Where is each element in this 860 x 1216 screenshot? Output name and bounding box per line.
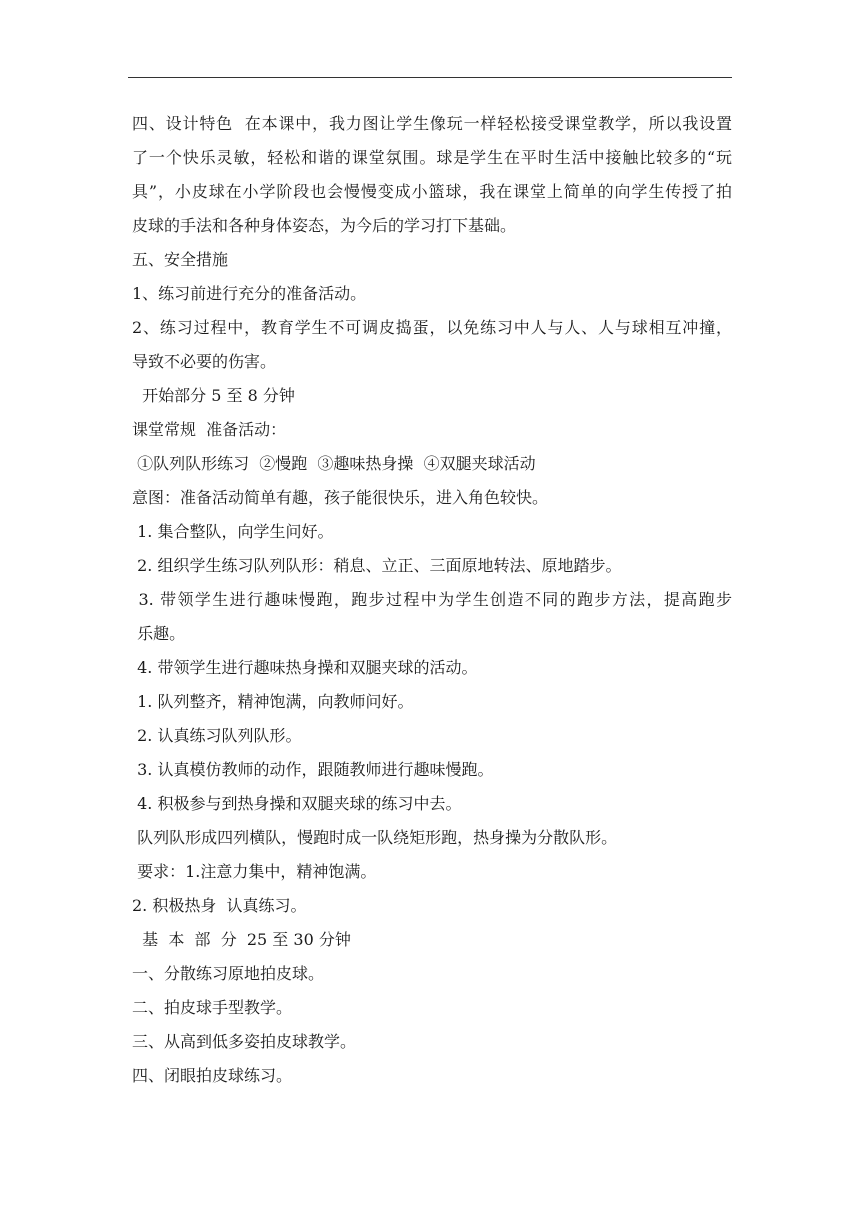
paragraph-line: ①队列队形练习 ②慢跑 ③趣味热身操 ④双腿夹球活动 <box>132 454 536 473</box>
list-item: 1. 集合整队，向学生问好。 <box>132 522 334 541</box>
list-item: 二、拍皮球手型教学。 <box>132 998 293 1017</box>
paragraph-line: 导致不必要的伤害。 <box>132 352 277 371</box>
paragraph-line: 队列队形成四列横队，慢跑时成一队绕矩形跑，热身操为分散队形。 <box>132 828 618 847</box>
paragraph-line: 2. 积极热身 认真练习。 <box>132 896 307 915</box>
section-heading: 开始部分 5 至 8 分钟 <box>132 386 295 405</box>
paragraph-line: 意图：准备活动简单有趣，孩子能很快乐，进入角色较快。 <box>132 488 549 507</box>
list-item: 三、从高到低多姿拍皮球教学。 <box>132 1032 357 1051</box>
paragraph-line: 了一个快乐灵敏，轻松和谐的课堂氛围。球是学生在平时生活中接触比较多的“玩 <box>132 148 732 167</box>
list-item: 2. 认真练习队列队形。 <box>132 726 302 745</box>
list-item: 4. 积极参与到热身操和双腿夹球的练习中去。 <box>132 794 462 813</box>
paragraph-line: 具”，小皮球在小学阶段也会慢慢变成小篮球，我在课堂上简单的向学生传授了拍 <box>132 182 732 201</box>
list-item: 4. 带领学生进行趣味热身操和双腿夹球的活动。 <box>132 658 478 677</box>
paragraph-line: 皮球的手法和各种身体姿态，为今后的学习打下基础。 <box>132 216 517 235</box>
document-body <box>132 107 732 1093</box>
header-rule <box>128 77 732 78</box>
paragraph-line: 1、练习前进行充分的准备活动。 <box>132 284 367 303</box>
paragraph-line: 课堂常规 准备活动： <box>132 420 287 439</box>
list-item: 2. 组织学生练习队列队形：稍息、立正、三面原地转法、原地踏步。 <box>132 556 622 575</box>
list-item: 乐趣。 <box>132 624 186 643</box>
list-item: 3. 带领学生进行趣味慢跑，跑步过程中为学生创造不同的跑步方法，提高跑步 <box>132 590 732 609</box>
list-item: 四、闭眼拍皮球练习。 <box>132 1066 293 1085</box>
section-heading: 基 本 部 分 25 至 30 分钟 <box>132 930 351 949</box>
paragraph-line: 2、练习过程中，教育学生不可调皮捣蛋，以免练习中人与人、人与球相互冲撞， <box>132 318 732 337</box>
paragraph-line: 四、设计特色 在本课中，我力图让学生像玩一样轻松接受课堂教学，所以我设置 <box>132 114 732 133</box>
list-item: 3. 认真模仿教师的动作，跟随教师进行趣味慢跑。 <box>132 760 494 779</box>
section-heading: 五、安全措施 <box>132 250 229 269</box>
list-item: 一、分散练习原地拍皮球。 <box>132 964 325 983</box>
list-item: 1. 队列整齐，精神饱满，向教师问好。 <box>132 692 414 711</box>
paragraph-line: 要求：1.注意力集中，精神饱满。 <box>132 862 377 881</box>
